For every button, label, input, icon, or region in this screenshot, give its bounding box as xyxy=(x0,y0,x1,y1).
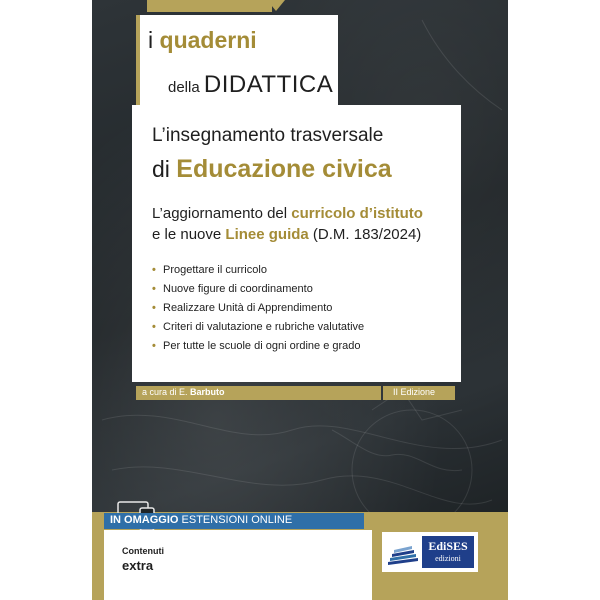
subtitle-line2-suffix: (D.M. 183/2024) xyxy=(312,226,422,243)
bullet-dot: • xyxy=(152,302,156,314)
feature-text: Per tutte le scuole di ogni ordine e grado xyxy=(163,340,361,352)
bullet-dot: • xyxy=(152,340,156,352)
promo-banner xyxy=(104,513,364,529)
promo-rest: ESTENSIONI ONLINE xyxy=(181,514,293,526)
subtitle-line1-highlight: curricolo d’istituto xyxy=(291,205,423,222)
title-panel xyxy=(132,105,461,382)
author-bar xyxy=(136,386,381,400)
subtitle-line1-prefix: L’aggiornamento del xyxy=(152,205,288,222)
publisher-sub: edizioni xyxy=(435,554,461,563)
subtitle-line2-prefix: e le nuove xyxy=(152,226,222,243)
promo-bold: IN OMAGGIO xyxy=(110,514,179,526)
feature-text: Realizzare Unità di Apprendimento xyxy=(163,302,333,314)
feature-text: Nuove figure di coordinamento xyxy=(163,283,313,295)
series-name-highlight: quaderni xyxy=(159,27,257,53)
series-label xyxy=(136,15,338,107)
bullet-dot: • xyxy=(152,321,156,333)
series-subtitle-small: della xyxy=(168,79,200,96)
series-subtitle xyxy=(168,71,333,99)
series-name xyxy=(148,27,257,54)
extra-line2: extra xyxy=(122,558,154,573)
feature-item xyxy=(152,318,364,337)
bullet-dot: • xyxy=(152,264,156,276)
author-prefix: a cura di E. xyxy=(142,387,188,397)
books-icon xyxy=(384,536,422,568)
subtitle-line2 xyxy=(152,226,421,243)
feature-item xyxy=(152,280,364,299)
feature-text: Criteri di valutazione e rubriche valutative xyxy=(163,321,365,333)
title-line2-prefix: di xyxy=(152,156,170,182)
top-tab-notch xyxy=(267,0,285,11)
subtitle-line2-highlight: Linee guida xyxy=(225,226,309,243)
subtitle-line1 xyxy=(152,205,423,222)
edition-label: II Edizione xyxy=(393,387,436,397)
feature-item xyxy=(152,261,364,280)
book-cover xyxy=(92,0,508,600)
bullet-dot: • xyxy=(152,283,156,295)
feature-item xyxy=(152,299,364,318)
extra-content-box xyxy=(104,530,372,600)
publisher-logo xyxy=(382,532,478,572)
feature-text: Progettare il curricolo xyxy=(163,264,267,276)
publisher-name: EdiSES xyxy=(428,539,468,553)
title-highlight: Educazione civica xyxy=(176,155,392,183)
series-prefix: i xyxy=(148,27,154,53)
series-subtitle-big: DIDATTICA xyxy=(203,71,334,98)
edition-bar xyxy=(383,386,455,400)
publisher-badge xyxy=(422,536,474,568)
feature-list xyxy=(152,261,364,356)
promo-text xyxy=(110,514,292,526)
extra-line1: Contenuti xyxy=(122,546,164,556)
title-line1: L’insegnamento trasversale xyxy=(152,125,384,146)
title-line2 xyxy=(152,155,392,184)
author-name: Barbuto xyxy=(190,387,225,397)
author-credit xyxy=(142,387,225,397)
feature-item xyxy=(152,337,364,356)
top-tab xyxy=(147,0,272,12)
